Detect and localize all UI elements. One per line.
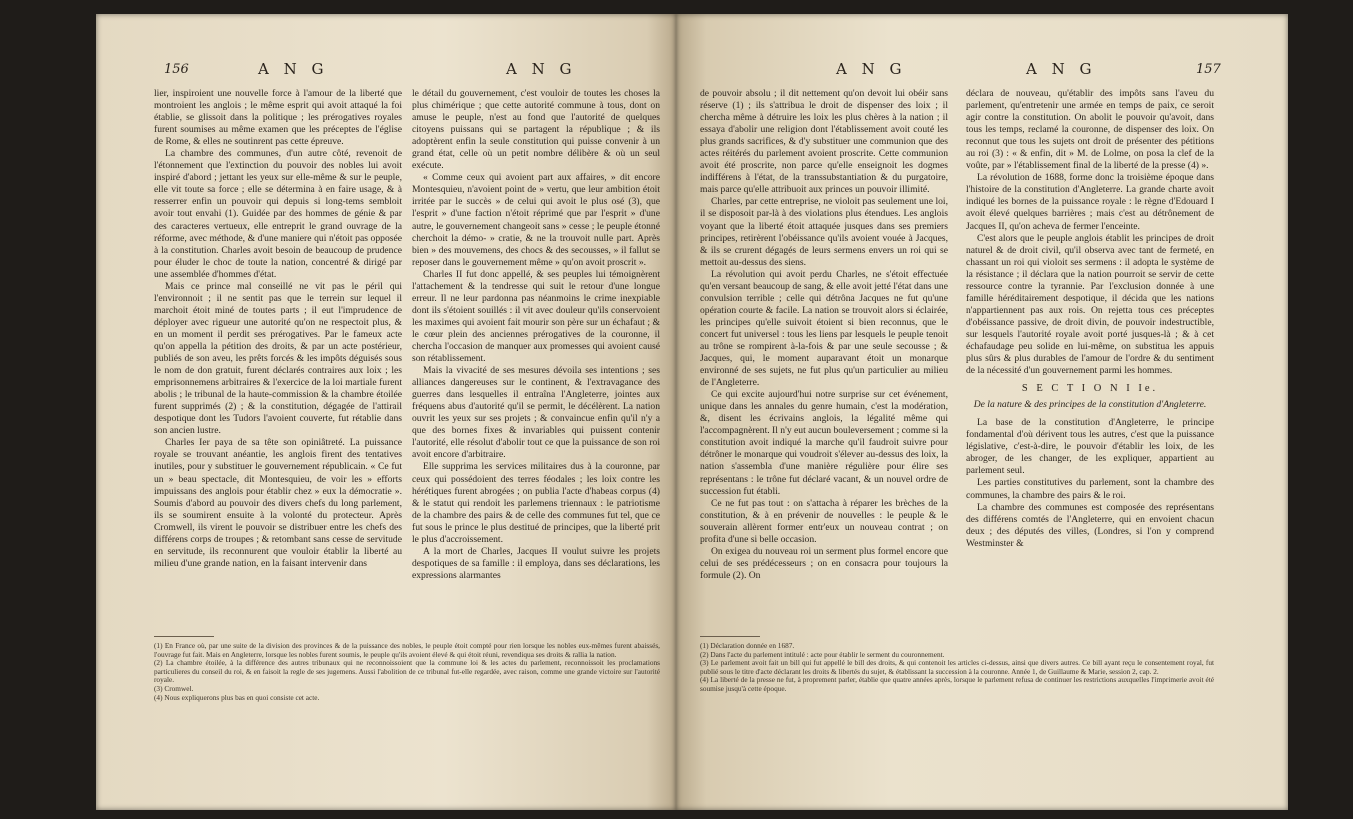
- right-page: [676, 14, 1288, 810]
- left-page-footnotes: [154, 642, 660, 702]
- right-page-column-2: [966, 88, 1214, 550]
- footnote: (2) Dans l'acte du parlement intitulé : acte pour établir le serment du couronnement.: [700, 649, 945, 659]
- paragraph: La révolution de 1688, forme donc la troisième époque dans l'histoire de la constitution d'Angleterre. La grande charte avoit indiqué les bornes de la puissance royale : le règne d'Edouard I avoit élevé quelques barrières ; mais c'est au détrônement de Jacques II, qu'on acheva de fermer l'enceinte.: [966, 172, 1214, 232]
- footnote: (3) Cromwel.: [154, 683, 194, 693]
- running-head: A N G: [258, 60, 329, 78]
- paragraph: Ce ne fut pas tout : on s'attacha à réparer les brèches de la constitution, & à en prévenir de nouvelles : le peuple & le souverain allèrent former entr'eux un nouveau contrat ; on profita d'une si belle occasion.: [700, 497, 948, 545]
- footnote: (1) En France où, par une suite de la division des provinces & de la puissance des nobles, le peuple étoit compté pour rien lorsque les nobles eux-mêmes furent abaissés, l'ouvrage fut fait. Mais en Angleterre, lorsque les nobles furent soumis, le peuple qu'ils avoient élevé & qui étoit réuni, revendiqua ses droits & rallia la nation.: [154, 641, 660, 659]
- paragraph: Mais la vivacité de ses mesures dévoila ses intentions ; ses alliances dangereuses sur le continent, & l'extravagance des guerres dans lesquelles il entraîna l'Angleterre, jointes aux fréquens abus d'autorité qu'il se permit, le décélèrent. La nation ouvrit les yeux sur ses projets ; & convaincue enfin qu'il n'y a que des bornes fixes & invariables qui puissent contenir l'autorité, elle résolut d'abolir tout ce que la puissance de son roi avoit encore d'arbitraire.: [412, 365, 660, 461]
- footnote: (4) La liberté de la presse ne fut, à proprement parler, établie que quatre années après, lorsque le parlement refusa de continuer les restrictions auxquelles l'imprimerie avoit été soumise jusqu'à cette époque.: [700, 675, 1214, 693]
- left-page-column-2: [412, 88, 660, 582]
- paragraph: déclara de nouveau, qu'établir des impôts sans l'aveu du parlement, qu'entretenir une armée en temps de paix, ce seroit agir contre la constitution. On abolit le pouvoir qu'avoit, dans tous les temps, reclamé la couronne, de dispenser des loix. On reconnut que tous les sujets ont droit de présenter des pétitions au roi (3) : « & enfin, dit » M. de Lolme, on posa la clef de la voûte, par » l'établissement final de la liberté de la presse (4) ».: [966, 88, 1214, 172]
- right-page-footnotes: [700, 642, 1214, 694]
- section-title: De la nature & des principes de la constitution d'Angleterre.: [973, 399, 1207, 411]
- paragraph: La base de la constitution d'Angleterre, le principe fondamental d'où dérivent tous les autres, c'est que la puissance législative, c'est-à-dire, le pouvoir d'établir les loix, de les abroger, de les changer, de les expliquer, appartient au parlement seul.: [966, 417, 1214, 477]
- left-page: [96, 14, 676, 810]
- footnote-rule: [700, 636, 760, 637]
- paragraph: « Comme ceux qui avoient part aux affaires, » dit encore Montesquieu, n'avoient point de » vertu, que leur ambition étoit irritée par le succès » de celui qui avoit le plus osé (3), que l'esprit » d'une faction n'étoit réprimé que par l'esprit » d'une autre, le gouvernement changeoit sans » cesse ; le peuple étonné cherchoit la démo- » cratie, & ne la trouvoit nulle part. Après bien » des mouvemens, des chocs & des secousses, » il fallut se reposer dans le gouvernement même » qu'on avoit proscrit ».: [412, 172, 660, 268]
- left-page-header: [96, 58, 676, 80]
- paragraph: La chambre des communes est composée des représentans des différens comtés de l'Angleterre, qui en envoient chacun deux ; des députés des villes, (Londres, si l'on y comprend Westminster &: [966, 501, 1214, 549]
- right-page-column-1: [700, 88, 948, 582]
- running-head: A N G: [1026, 60, 1097, 78]
- paragraph: Elle supprima les services militaires dus à la couronne, par ceux qui possédoient des terres féodales ; les loix contre les hérétiques furent abrogées ; on publia l'acte d'habeas corpus (4) & le statut qui rendoit les parlemens triennaux : le patriotisme de la chambre des pairs & de celle des communes fut tel, que ce fut sous le prince le plus destitué de principes, que la liberté prit le plus d'accroissement.: [412, 461, 660, 545]
- paragraph: La chambre des communes, d'un autre côté, revenoit de l'étonnement que l'extinction du pouvoir des nobles lui avoit inspiré d'abord ; jettant les yeux sur elle-même & sur le peuple, elle vit toute sa force ; elle se détermina à en faire usage, & à resserrer enfin un pouvoir qui depuis si long-tems sembloit avoir tout envahi (1). Guidée par des hommes de génie & par des caracteres vertueux, elle entreprit le grand ouvrage de la réforme, avec méthode, & d'une maniere qui n'étoit pas opposée à la constitution. Charles avoit besoin de beaucoup de prudence pour éluder le choc de toute la nation, concentré & dirigé par une assemblée d'hommes d'état.: [154, 148, 402, 280]
- footnote-rule: [154, 636, 214, 637]
- paragraph: Mais ce prince mal conseillé ne vit pas le péril qui l'environnoit ; il ne sentit pas que le terrein sur lequel il marchoit étoit miné de toutes parts ; il eut l'imprudence de déployer avec rigueur une autorité qu'on ne respectoit plus, & en un moment il perdit ses prérogatives. Par le fameux acte qu'on appella la pétition des droits, & par un acte postérieur, publiés de son aveu, les prêts forcés & les impôts déguisés sous le nom de don gratuit, furent déclarés contraires aux loix ; les emprisonnemens arbitraires & l'exercice de la loi martiale furent abolis ; le tribunal de la haute-commission & la chambre étoilée furent supprimés (2) ; & la constitution, dégagée de l'attirail despotique dont les Tudors l'avoient couverte, fut rétablie dans son ancien lustre.: [154, 280, 402, 437]
- paragraph: lier, inspiroient une nouvelle force à l'amour de la liberté que montroient les anglois ; le même esprit qui avoit attaqué la foi établie, se glissoit dans la politique ; les prérogatives royales furent soumises au même examen que les préceptes de l'église de Rome, & elles ne soutinrent pas cette épreuve.: [154, 88, 402, 148]
- paragraph: C'est alors que le peuple anglois établit les principes de droit naturel & de droit civil, qu'il observa avec tant de fermeté, en chassant un roi qui violoit ses sermens : il adopta le système de la résistance ; il déclara que la nation pourroit se servir de cette ressource contre la tyrannie. Par l'exclusion donnée à une famille héréditairement despotique, il décida que les nations n'appartiennent pas aux rois. On rejetta tous ces préceptes d'obéissance passive, de droit divin, de pouvoir indestructible, sur lesquels l'autorité royale avoit porté jusques-là ; & à cet échafaudage peu solide en lui-même, on substitua les appuis plus sûrs & plus durables de l'amour de l'ordre & du sentiment de la nécessité d'un gouvernement parmi les hommes.: [966, 232, 1214, 377]
- paragraph: On exigea du nouveau roi un serment plus formel encore que celui de ses prédécesseurs ; on en consacra pour toujours la formule (2). On: [700, 545, 948, 581]
- paragraph: le détail du gouvernement, c'est vouloir de toutes les choses la plus chimérique ; que cette autorité commune à tous, dont on amuse le peuple, n'est au fond que l'autorité de quelques citoyens puissans qui se partagent la république ; & ils adoptèrent enfin la seule constitution qui puisse convenir à un grand état, celle où un petit nombre délibère & où un seul exécute.: [412, 88, 660, 172]
- paragraph: Les parties constitutives du parlement, sont la chambre des communes, la chambre des pairs & le roi.: [966, 477, 1214, 501]
- right-page-header: [676, 58, 1288, 80]
- footnote: (4) Nous expliquerons plus bas en quoi consiste cet acte.: [154, 692, 320, 702]
- paragraph: Ce qui excite aujourd'hui notre surprise sur cet événement, unique dans les annales du genre humain, c'est la modération, &, disent les écrivains anglois, la légalité même qui l'accompagnèrent. Il n'y eut aucun bouleversement ; comme si la constitution avoit indiqué la marche qu'il faudroit suivre pour détrôner le monarque qui voudroit s'élever au-dessus des loix, la nation s'assembla d'une manière régulière pour élire ses représentans : le trône fut déclaré vacant, & un nouvel ordre de succession fut établi.: [700, 389, 949, 497]
- paragraph: A la mort de Charles, Jacques II voulut suivre les projets despotiques de sa famille : il employa, dans ses déclarations, les expressions alarmantes: [412, 545, 660, 581]
- paragraph: de pouvoir absolu ; il dit nettement qu'on devoit lui obéir sans réserve (1) ; ils s'attribua le droit de dispenser des loix ; il chercha même à détruire les loix les plus chères à la nation ; il essaya d'abolir une religion dont l'établissement avoit couté les plus grands sacrifices, & d'y substituer une communion que des actes réitérés du parlement avoient proscrite. Cette communion avoit été proscrite, non parce qu'elle enseignoit les dogmes indifférens à l'état, de la transsubstantiation & du purgatoire, mais parce qu'elle attribuoit aux princes un pouvoir illimité.: [700, 88, 948, 196]
- footnote: (1) Déclaration donnée en 1687.: [700, 641, 795, 650]
- footnote: (3) Le parlement avoit fait un bill qui fut appellé le bill des droits, & qui contenoit les articles ci-dessus, ainsi que divers autres. Ce bill ayant reçu le consentement royal, fut publié sous le titre d'acte déclarant les droits & libertés du sujet, & établissant la succession à la couronne. Année 1, de Guillaume & Marie, session 2, cap. 2.: [700, 658, 1214, 676]
- paragraph: Charles, par cette entreprise, ne violoit pas seulement une loi, il se disposoit par-là à des violations plus étendues. Les anglois voyant que la liberté étoit attaquée jusques dans ses premiers principes, retirèrent l'obéissance qu'ils avoient vouée à Jacques, & ils se crurent dégagés de leurs sermens envers un roi qui se mettoit au-dessus des siens.: [700, 196, 948, 268]
- footnote: (2) La chambre étoilée, à la différence des autres tribunaux qui ne reconnoissoient que la commune loi & les actes du parlement, reconnoissoit les proclamations particulieres du conseil du roi, & en faisoit la regle de ses jugemens. Aussi l'abolition de ce tribunal fut-elle regardée, avec raison, comme une grande victoire sur l'autorité royale.: [154, 658, 660, 685]
- page-number: 156: [164, 62, 189, 77]
- paragraph: Charles Ier paya de sa tête son opiniâtreté. La puissance royale se trouvant anéantie, les anglois firent des tentatives inutiles, pour y substituer le gouvernement républicain. « Ce fut un » beau spectacle, dit Montesquieu, de voir les » efforts impuissans des anglois pour établir chez » eux la démocratie ». Soumis d'abord au pouvoir des divers chefs du long parlement, ils se soumirent ensuite à la volonté du protecteur. Après Cromwell, ils virent le pouvoir se distribuer entre les chefs des différens corps de troupes ; & retombant sans cesse de servitude en servitude, ils reconnurent que vouloir établir la liberté au milieu d'une grande nation, en la faisant intervenir dans: [154, 437, 402, 569]
- running-head: A N G: [506, 60, 577, 78]
- page-number: 157: [1196, 62, 1221, 77]
- section-heading: S E C T I O N I Ie.: [1021, 383, 1159, 395]
- left-page-column-1: [154, 88, 402, 570]
- paragraph: La révolution qui avoit perdu Charles, ne s'étoit effectuée qu'en versant beaucoup de sang, & elle avoit jetté l'état dans une convulsion terrible ; celle qui détrôna Jacques ne fut qu'une opération courte & facile. La nation se trouvoit alors si éclairée, les principes qu'elle suivoit étoient si bien reconnus, que le concert fut universel : tous les liens par lesquels le peuple tenoit au trône se rompirent à-la-fois & par une seule secousse ; & Jacques, qui, le moment auparavant étoit un monarque environné de ses sujets, ne fut plus qu'un particulier au milieu de l'Angleterre.: [700, 268, 948, 389]
- paragraph: Charles II fut donc appellé, & ses peuples lui témoignèrent l'attachement & la tendresse qui suit le retour d'une longue erreur. Il ne leur pardonna pas néanmoins le crime inexpiable dont ils s'étoient souillés : il vit avec douleur qu'ils conservoient les maximes qui avoient fait mourir son père sur un échafaut ; & le cœur plein des anciennes prérogatives de la couronne, il chercha l'occasion de manquer aux promesses qui avoient causé son rétablissement.: [412, 268, 660, 365]
- running-head: A N G: [836, 60, 907, 78]
